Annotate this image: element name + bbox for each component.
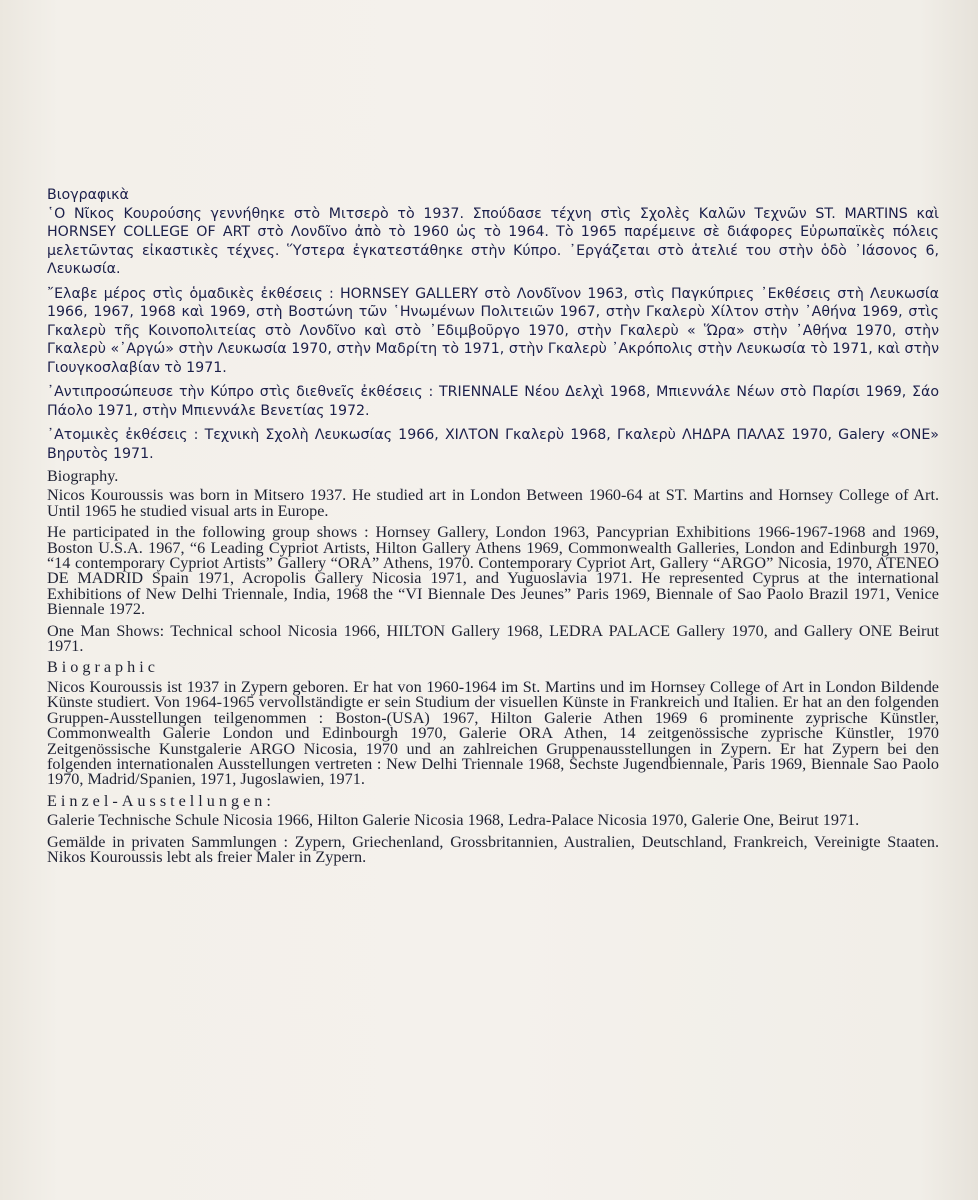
greek-paragraph-group-exhibitions: ῎Ελαβε μέρος στὶς ὁμαδικὲς ἐκθέσεις : HORNSEY GALLERY στὸ Λονδῖνον 1963, στὶς Παγκύπριες ᾿Εκθέσεις στὴ Λευκωσία 1966, 1967, 1968 καὶ 1969, στὴ Βοστώνη τῶν ῾Ηνωμένων Πολιτειῶν 1967, στὴν Γκαλερὺ Χίλτον στὴν ᾿Αθήνα 1969, στὶς Γκαλερὺ τῆς Κοινοπολιτείας στὸ Λονδῖνο καὶ στὸ ᾿Εδιμβοῦργο 1970, στὴν Γκαλερὺ « Ὥρα» στὴν ᾿Αθήνα 1970, στὴν Γκαλερὺ «᾿Αργώ» στὴν Λευκωσία 1970, στὴν Μαδρίτη τὸ 1971, στὴν Γκαλερὺ ᾿Ακρόπολις στὴν Λευκωσία τὸ 1971, καὶ στὴν Γιουγκοσλαβίαν τὸ 1971. [47,285,939,376]
english-paragraph-one-man-shows: One Man Shows: Technical school Nicosia 1966, HILTON Gallery 1968, LEDRA PALACE Gallery 1970, and Gallery ONE Beirut 1971. [47,621,939,656]
german-biography-heading: Biographic [47,658,159,677]
german-paragraph-solo-exhibitions: Galerie Technische Schule Nicosia 1966, Hilton Galerie Nicosia 1968, Ledra-Palace Nicosia 1970, Galerie One, Beirut 1971. [47,811,860,830]
greek-paragraph-solo-exhibitions: ᾿Ατομικὲς ἐκθέσεις : Τεχνικὴ Σχολὴ Λευκωσίας 1966, ΧΙΛΤΟΝ Γκαλερὺ 1968, Γκαλερὺ ΛΗΔΡΑ ΠΑΛΑΣ 1970, Galery «ONE» Βηρυτὸς 1971. [47,427,939,462]
greek-paragraph-international-exhibitions: ᾿Αντιπροσώπευσε τὴν Κύπρο στὶς διεθνεῖς ἐκθέσεις : TRIENNALE Νέου Δελχὶ 1968, Μπιεννάλε Νέων στὸ Παρίσι 1969, Σάο Πάολο 1971, στὴν Μπιεννάλε Βενετίας 1972. [47,384,939,419]
english-biography-heading: Biography. [47,467,119,485]
english-paragraph-group-shows: He participated in the following group shows : Hornsey Gallery, London 1963, Pancyprian Exhibitions 1966-1967-1968 and 1969, Boston U.S.A. 1967, “6 Leading Cypriot Artists, Hilton Gallery Athens 1969, Commonwealth Galleries, London and Edinburgh 1970, “14 contemporary Cypriot Artists” Gallery “ORA” Athens, 1970. Contemporary Cypriot Art, Gallery “ARGO” Nicosia, 1970, ATENEO DE MADRID Spain 1971, Acropolis Gallery Nicosia 1971, and Yuguoslavia 1971. He represented Cyprus at the international Exhibitions of New Delhi Triennale, India, 1968 the “VI Biennale Des Jeunes” Paris 1969, Biennale of Sao Paolo Brazil 1971, Venice Biennale 1972. [47,523,939,619]
german-paragraph-biography: Nicos Kouroussis ist 1937 in Zypern geboren. Er hat von 1960-1964 im St. Martins und im Hornsey College of Art in London Bildende Künste studiert. Von 1964-1965 vervollständigte er sein Studium der visuellen Künste in Frankreich und Italien. Er hat an den folgenden Gruppen-Ausstellungen teilgenommen : Boston-(USA) 1967, Hilton Galerie Athen 1969 6 prominente zyprische Künstler, Commonwealth Galerie London und Edinbourgh 1970, Galerie ORA Athen, 14 zeitgenössische zyprische Künstler, 1970 Zeitgenössische Kunstgalerie ARGO Nicosia, 1970 und an zahlreichen Gruppenausstellungen in Zypern. Er hat Zypern bei den folgenden internationalen Ausstellungen vertreten : New Delhi Triennale 1968, Sechste Jugendbiennale, Paris 1969, Biennale Sao Paolo 1970, Madrid/Spanien, 1971, Jugoslawien, 1971. [47,677,939,789]
german-solo-exhibitions-heading: Einzel-Ausstellungen: [47,791,275,810]
english-paragraph-education: Nicos Kouroussis was born in Mitsero 1937. He studied art in London Between 1960-64 at ST. Martins and Hornsey College of Art. Until 1965 he studied visual arts in Europe. [47,486,939,520]
english-biography-section [47,469,939,654]
greek-paragraph-education: ῾Ο Νῖκος Κουρούσης γεννήθηκε στὸ Μιτσερὸ τὸ 1937. Σπούδασε τέχνη στὶς Σχολὲς Καλῶν Τεχνῶν ST. MARTINS καὶ HORNSEY COLLEGE OF ART στὸ Λονδῖνο ἀπὸ τὸ 1960 ὡς τὸ 1964. Τὸ 1965 παρέμεινε σὲ διάφορες Εὐρωπαϊκὲς πόλεις μελετῶντας εἰκαστικὲς τέχνες. Ὕστερα ἐγκατεστάθηκε στὴν Κύπρο. ᾿Εργάζεται στὸ ἀτελιέ του στὴν ὁδὸ ᾿Ιάσονος 6, Λευκωσία. [47,205,939,277]
biography-text-block [47,186,939,871]
german-paragraph-private-collections: Gemälde in privaten Sammlungen : Zypern, Griechenland, Grossbritannien, Australien, Deutschland, Frankreich, Vereinigte Staaten. Nikos Kouroussis lebt als freier Maler in Zypern. [47,832,939,866]
greek-biography-heading: Βιογραφικὰ [47,187,129,203]
german-biography-section [47,660,939,865]
greek-biography-section [47,186,939,463]
